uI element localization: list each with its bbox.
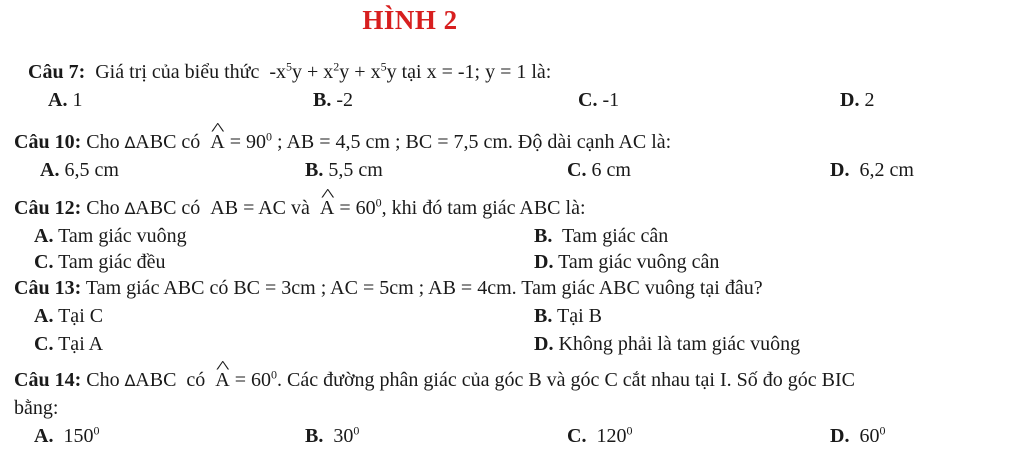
answer-option-b: B. $30^0$ [305, 423, 360, 447]
question-14 [14, 368, 855, 393]
answer-option-c: C. $120^0$ [567, 423, 633, 447]
question-label: Câu 14: [14, 369, 82, 391]
answer-option-d: D. Không phải là tam giác vuông [534, 333, 801, 355]
answer-option-c: C. -1 [578, 89, 620, 111]
page-title: HÌNH 2 [362, 5, 458, 35]
answer-option-a: A. 6,5 cm [40, 159, 119, 181]
answer-option-a: A. Tại C [34, 305, 104, 327]
answer-option-b: B. Tam giác cân [534, 225, 669, 247]
question-text: Giá trị của biểu thức $-x^5y + x^2y + x^5y$ tại x = -1; y = 1 là: [90, 59, 552, 83]
answer-option-b: B. -2 [313, 89, 354, 111]
question-label: Câu 7: [28, 61, 86, 83]
question-text: Cho ∆ABC có ^ $A = 90^0$ ; AB = 4,5 cm ; BC = 7,5 cm. Độ dài cạnh AC là: [86, 131, 671, 153]
question-text: Cho ∆ABC có AB = AC và ^ $A = 60^0$, khi đó tam giác ABC là: [86, 197, 585, 219]
answer-option-c: C. Tam giác đều [34, 251, 166, 273]
question-14-continued: bằng: [14, 397, 59, 419]
answer-option-d: D. Tam giác vuông cân [534, 251, 720, 273]
answer-option-d: D. $60^0$ [830, 423, 886, 447]
answer-option-b: B. Tại B [534, 305, 602, 327]
question-label: Câu 10: [14, 131, 82, 153]
question-label: Câu 13: [14, 277, 82, 299]
question-12 [14, 196, 586, 221]
question-label: Câu 12: [14, 197, 82, 219]
question-text: Tam giác ABC có BC = 3cm ; AC = 5cm ; AB = 4cm. Tam giác ABC vuông tại đâu? [85, 277, 763, 299]
answer-option-a: A. Tam giác vuông [34, 225, 187, 247]
answer-option-d: D. 2 [840, 89, 875, 111]
answer-option-a: A. 1 [48, 89, 83, 111]
answer-option-c: C. 6 cm [567, 159, 631, 181]
question-13 [14, 276, 763, 300]
answer-option-c: C. Tại A [34, 333, 104, 355]
question-text: Cho ∆ABC có ^ $A = 60^0$. Các đường phân giác của góc B và góc C cắt nhau tại I. Số đo góc BIC [86, 369, 855, 391]
question-7 [28, 60, 551, 84]
answer-option-b: B. 5,5 cm [305, 159, 383, 181]
question-10 [14, 130, 671, 155]
answer-option-d: D. 6,2 cm [830, 159, 914, 181]
answer-option-a: A. $150^0$ [34, 423, 100, 447]
